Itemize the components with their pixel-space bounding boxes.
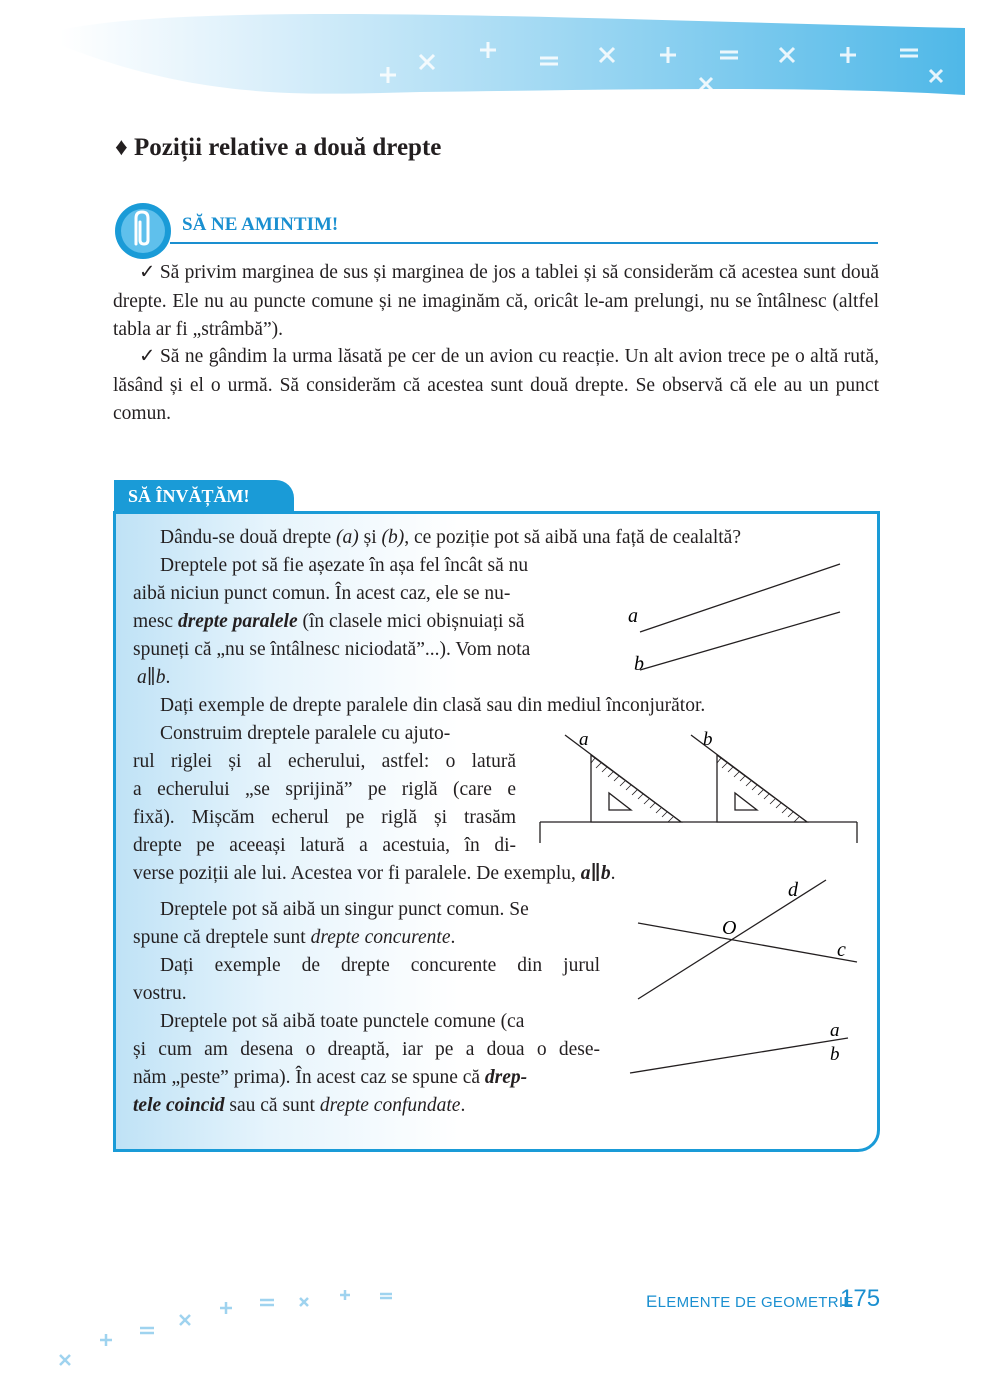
coincident-text-cont: sau că sunt [224, 1095, 320, 1116]
remember-heading: SĂ NE AMINTIM! [182, 214, 339, 235]
label-b: b [830, 1044, 840, 1065]
diamond-bullet-icon: ♦ [115, 134, 128, 161]
footer-label-part1: LEMENTE DE [657, 1294, 761, 1311]
concurrent-text: spune că dreptele sunt [133, 927, 311, 948]
concurrent-examples-2: vostru. [133, 983, 187, 1004]
parallel-examples: Dați exemple de drepte paralele din clasă sau din mediul înconjurător. [160, 695, 706, 716]
footer-label-part2: GEOMETRIE [760, 1294, 854, 1311]
label-b: b [703, 729, 713, 750]
parallel-text: mesc [133, 611, 178, 632]
coincident-line-1: Dreptele pot să aibă toate punctele comune (ca [160, 1011, 525, 1032]
learn-question [160, 524, 741, 553]
coincident-end: . [460, 1095, 466, 1116]
label-c: c [837, 939, 846, 961]
coincident-line-4 [133, 1092, 465, 1121]
parallel-line-2: aibă niciun punct comun. În acest caz, ele se nu- [133, 583, 511, 604]
parallel-lines-figure [600, 552, 860, 692]
coincident-term-part1: drep- [484, 1067, 528, 1088]
checkmark-icon: ✓ [139, 346, 156, 367]
line-a [640, 564, 840, 632]
coincident-line-3 [133, 1064, 527, 1093]
concurrent-examples-1: Dați exemple de drepte concurente din jurul [160, 955, 600, 976]
set-square-2 [717, 755, 807, 822]
concurrent-lines-figure [625, 870, 870, 1005]
label-a: a [579, 729, 589, 750]
parallel-notation-end: . [165, 667, 171, 688]
construction-line-5: drepte pe aceeași latură a acestuia, în di- [133, 835, 516, 856]
concurrent-end: . [450, 927, 456, 948]
construction-line-1: Construim dreptele paralele cu ajuto- [160, 723, 451, 744]
construction-line-6 [133, 860, 615, 889]
construction-example: a∥b [580, 863, 611, 884]
question-b: (b) [381, 527, 405, 548]
bottom-decorative-marks [40, 1270, 460, 1370]
concurrent-term: drepte concurente [310, 927, 451, 948]
label-b: b [634, 653, 644, 675]
parallel-notation [137, 664, 170, 693]
remember-text-1: Să privim marginea de sus și marginea de jos a tablei și să considerăm că acestea sunt două drepte. Ele nu au puncte comune și ne imaginăm că, oricât le-am prelungi, nu se întâlnesc (altfel tabla ar fi „strâmbă”). [113, 262, 879, 340]
concurrent-line-1: Dreptele pot să aibă un singur punct comun. Se [160, 899, 529, 920]
remember-paragraph-2 [113, 343, 879, 429]
line-ab [630, 1038, 848, 1073]
set-square-1 [591, 755, 681, 822]
paperclip-icon [112, 200, 174, 262]
top-decorative-banner [0, 0, 992, 130]
remember-paragraph-1 [113, 259, 879, 345]
footer-label-initial: E [646, 1292, 658, 1311]
remember-divider [170, 242, 878, 244]
question-and: și [358, 527, 382, 548]
section-heading [115, 134, 441, 162]
construction-line-4: fixă). Mișcăm echerul pe riglă și trasăm [133, 807, 516, 828]
parallel-line-3 [133, 608, 525, 637]
parallel-line-1: Dreptele pot să fie așezate în așa fel încât să nu [160, 555, 529, 576]
label-d: d [788, 879, 798, 901]
parallel-line-4: spuneți că „nu se întâlnesc niciodată”...). Vom nota [133, 639, 531, 660]
page-number: 175 [840, 1285, 881, 1312]
coincident-text: năm „peste” prima). În acest caz se spune că [133, 1067, 485, 1088]
learn-heading: SĂ ÎNVĂȚĂM! [128, 486, 250, 506]
confundate-term: drepte confundate [319, 1095, 461, 1116]
construction-figure [535, 725, 865, 855]
coincident-lines-figure [620, 1010, 860, 1085]
coincident-term-part2: tele coincid [133, 1095, 225, 1116]
section-title: Poziții relative a două drepte [134, 134, 442, 161]
construction-text: verse poziții ale lui. Acestea vor fi paralele. De exemplu, [133, 863, 581, 884]
parallel-text-cont: (în clasele mici obișnuiați să [297, 611, 525, 632]
label-O: O [722, 917, 737, 939]
label-a: a [830, 1020, 840, 1041]
label-a: a [628, 605, 638, 627]
construction-end: . [610, 863, 616, 884]
question-end: , ce poziție pot să aibă una față de cealaltă? [404, 527, 741, 548]
parallel-term: drepte paralele [177, 611, 298, 632]
parallel-notation-expr: a∥b [137, 667, 166, 688]
line-c [638, 923, 857, 962]
concurrent-line-2 [133, 924, 455, 953]
remember-text-2: Să ne gândim la urma lăsată pe cer de un avion cu reacție. Un alt avion trece pe o altă rută, lăsând și el o urmă. Să considerăm că acestea sunt două drepte. Se observă că ele au un punct comun. [113, 346, 879, 424]
construction-line-3: a echerului „se sprijină” pe riglă (care e [133, 779, 516, 800]
line-b [640, 612, 840, 670]
coincident-line-2: și cum am desena o dreaptă, iar pe a doua o dese- [133, 1039, 600, 1060]
construction-line-2: rul riglei și al echerului, astfel: o latură [133, 751, 516, 772]
checkmark-icon: ✓ [139, 262, 156, 283]
question-a: (a) [335, 527, 359, 548]
footer-chapter-label [646, 1292, 854, 1312]
question-text: Dându-se două drepte [160, 527, 336, 548]
